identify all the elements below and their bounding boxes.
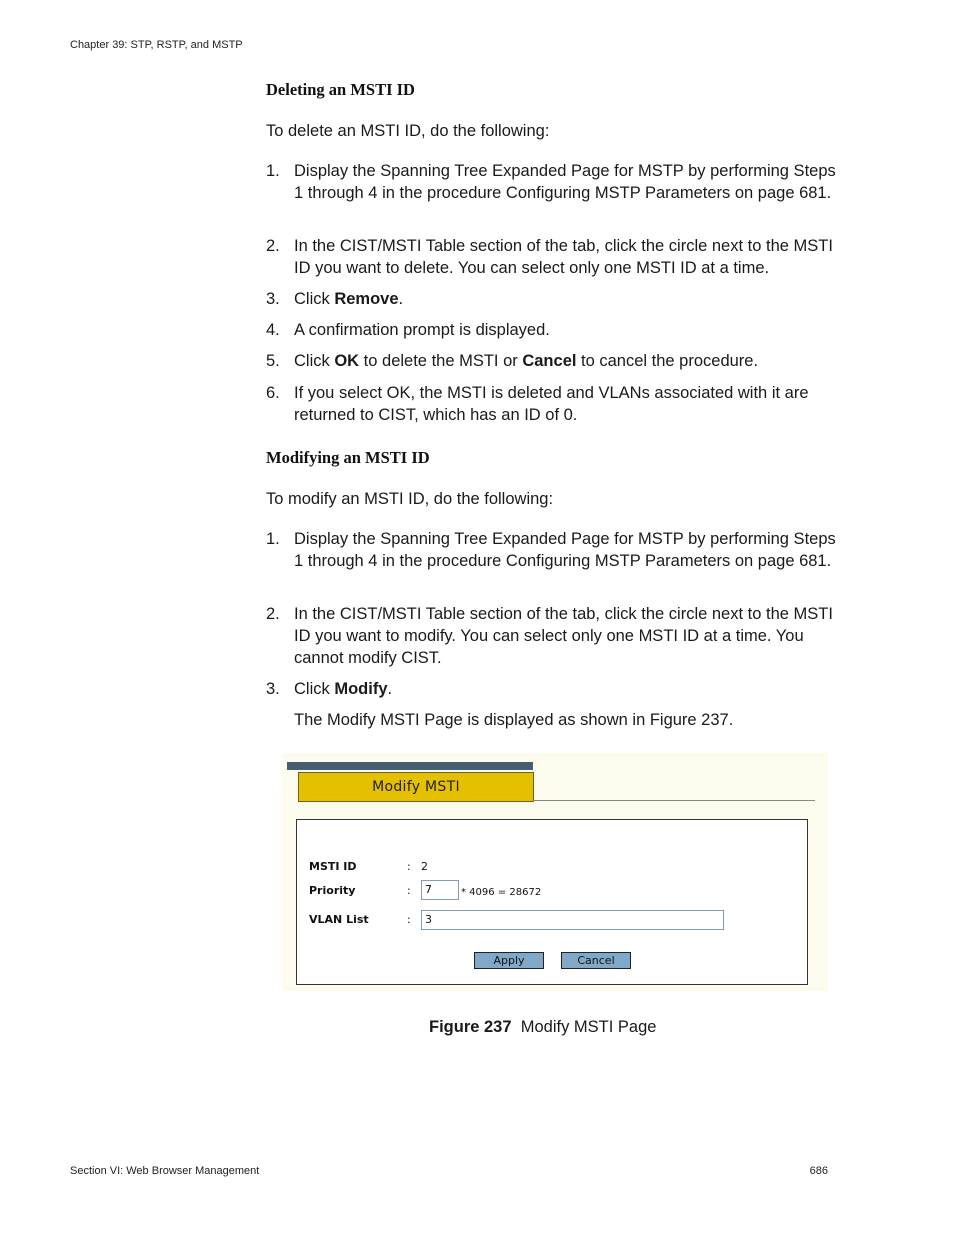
delete-heading: Deleting an MSTI ID — [266, 80, 415, 99]
colon: : — [407, 884, 411, 897]
colon: : — [407, 860, 411, 873]
step-number: 2. — [266, 605, 280, 623]
figure-caption — [429, 1018, 656, 1037]
step-text: If you select OK, the MSTI is deleted and VLANs associated with it are returned to CIST, which has an ID of 0. — [294, 384, 809, 424]
step-number: 3. — [266, 680, 280, 698]
vlan-list-input[interactable]: 3 — [421, 910, 724, 930]
step-text: In the CIST/MSTI Table section of the tab, click the circle next to the MSTI ID you want to delete. You can select only one MSTI ID at a time. — [294, 237, 833, 277]
priority-note: * 4096 = 28672 — [461, 887, 542, 898]
modify-result: The Modify MSTI Page is displayed as shown in Figure 237. — [294, 711, 734, 729]
step-text — [294, 288, 836, 310]
step-post: to cancel the procedure. — [576, 352, 759, 370]
step-text: A confirmation prompt is displayed. — [294, 321, 550, 339]
priority-label: Priority — [309, 884, 356, 897]
step-number: 2. — [266, 237, 280, 255]
step-number: 1. — [266, 162, 280, 180]
step-number: 4. — [266, 321, 280, 339]
step-text: Display the Spanning Tree Expanded Page for MSTP by performing Steps 1 through 4 in the procedure Configuring MSTP Parameters on page 681. — [294, 162, 836, 202]
tab-strip — [287, 762, 533, 770]
page-header: Chapter 39: STP, RSTP, and MSTP — [70, 39, 243, 51]
step-number: 6. — [266, 384, 280, 402]
modify-intro: To modify an MSTI ID, do the following: — [266, 490, 554, 508]
step-text: In the CIST/MSTI Table section of the tab, click the circle next to the MSTI ID you want to modify. You can select only one MSTI ID at a time. You cannot modify CIST. — [294, 605, 833, 667]
ok-command: OK — [334, 352, 360, 370]
tab-divider — [533, 800, 815, 801]
page-footer-section: Section VI: Web Browser Management — [70, 1165, 260, 1177]
step-pre: Click — [294, 680, 335, 698]
step-pre: Click — [294, 290, 335, 308]
vlan-list-label: VLAN List — [309, 913, 369, 926]
figure-number: Figure 237 — [429, 1018, 512, 1036]
step-mid: to delete the MSTI or — [359, 352, 523, 370]
cancel-button[interactable]: Cancel — [561, 952, 631, 969]
modify-command: Modify — [334, 680, 388, 698]
modify-heading: Modifying an MSTI ID — [266, 448, 430, 467]
msti-id-value: 2 — [421, 860, 428, 873]
apply-button[interactable]: Apply — [474, 952, 544, 969]
cancel-command: Cancel — [522, 352, 577, 370]
step-post: . — [398, 290, 404, 308]
step-number: 5. — [266, 352, 280, 370]
step-number: 3. — [266, 290, 280, 308]
step-pre: Click — [294, 352, 335, 370]
step-text — [294, 678, 836, 700]
remove-command: Remove — [334, 290, 399, 308]
modify-msti-figure — [282, 753, 828, 991]
priority-input[interactable]: 7 — [421, 880, 459, 900]
msti-id-label: MSTI ID — [309, 860, 357, 873]
colon: : — [407, 913, 411, 926]
delete-intro: To delete an MSTI ID, do the following: — [266, 122, 550, 140]
step-number: 1. — [266, 530, 280, 548]
step-post: . — [387, 680, 393, 698]
page-number: 686 — [809, 1165, 828, 1177]
step-text: Display the Spanning Tree Expanded Page for MSTP by performing Steps 1 through 4 in the procedure Configuring MSTP Parameters on page 681. — [294, 530, 836, 570]
msti-form-panel — [296, 819, 808, 985]
figure-title: Modify MSTI Page — [520, 1018, 657, 1036]
step-text — [294, 350, 836, 372]
tab-modify-msti[interactable]: Modify MSTI — [298, 772, 534, 802]
